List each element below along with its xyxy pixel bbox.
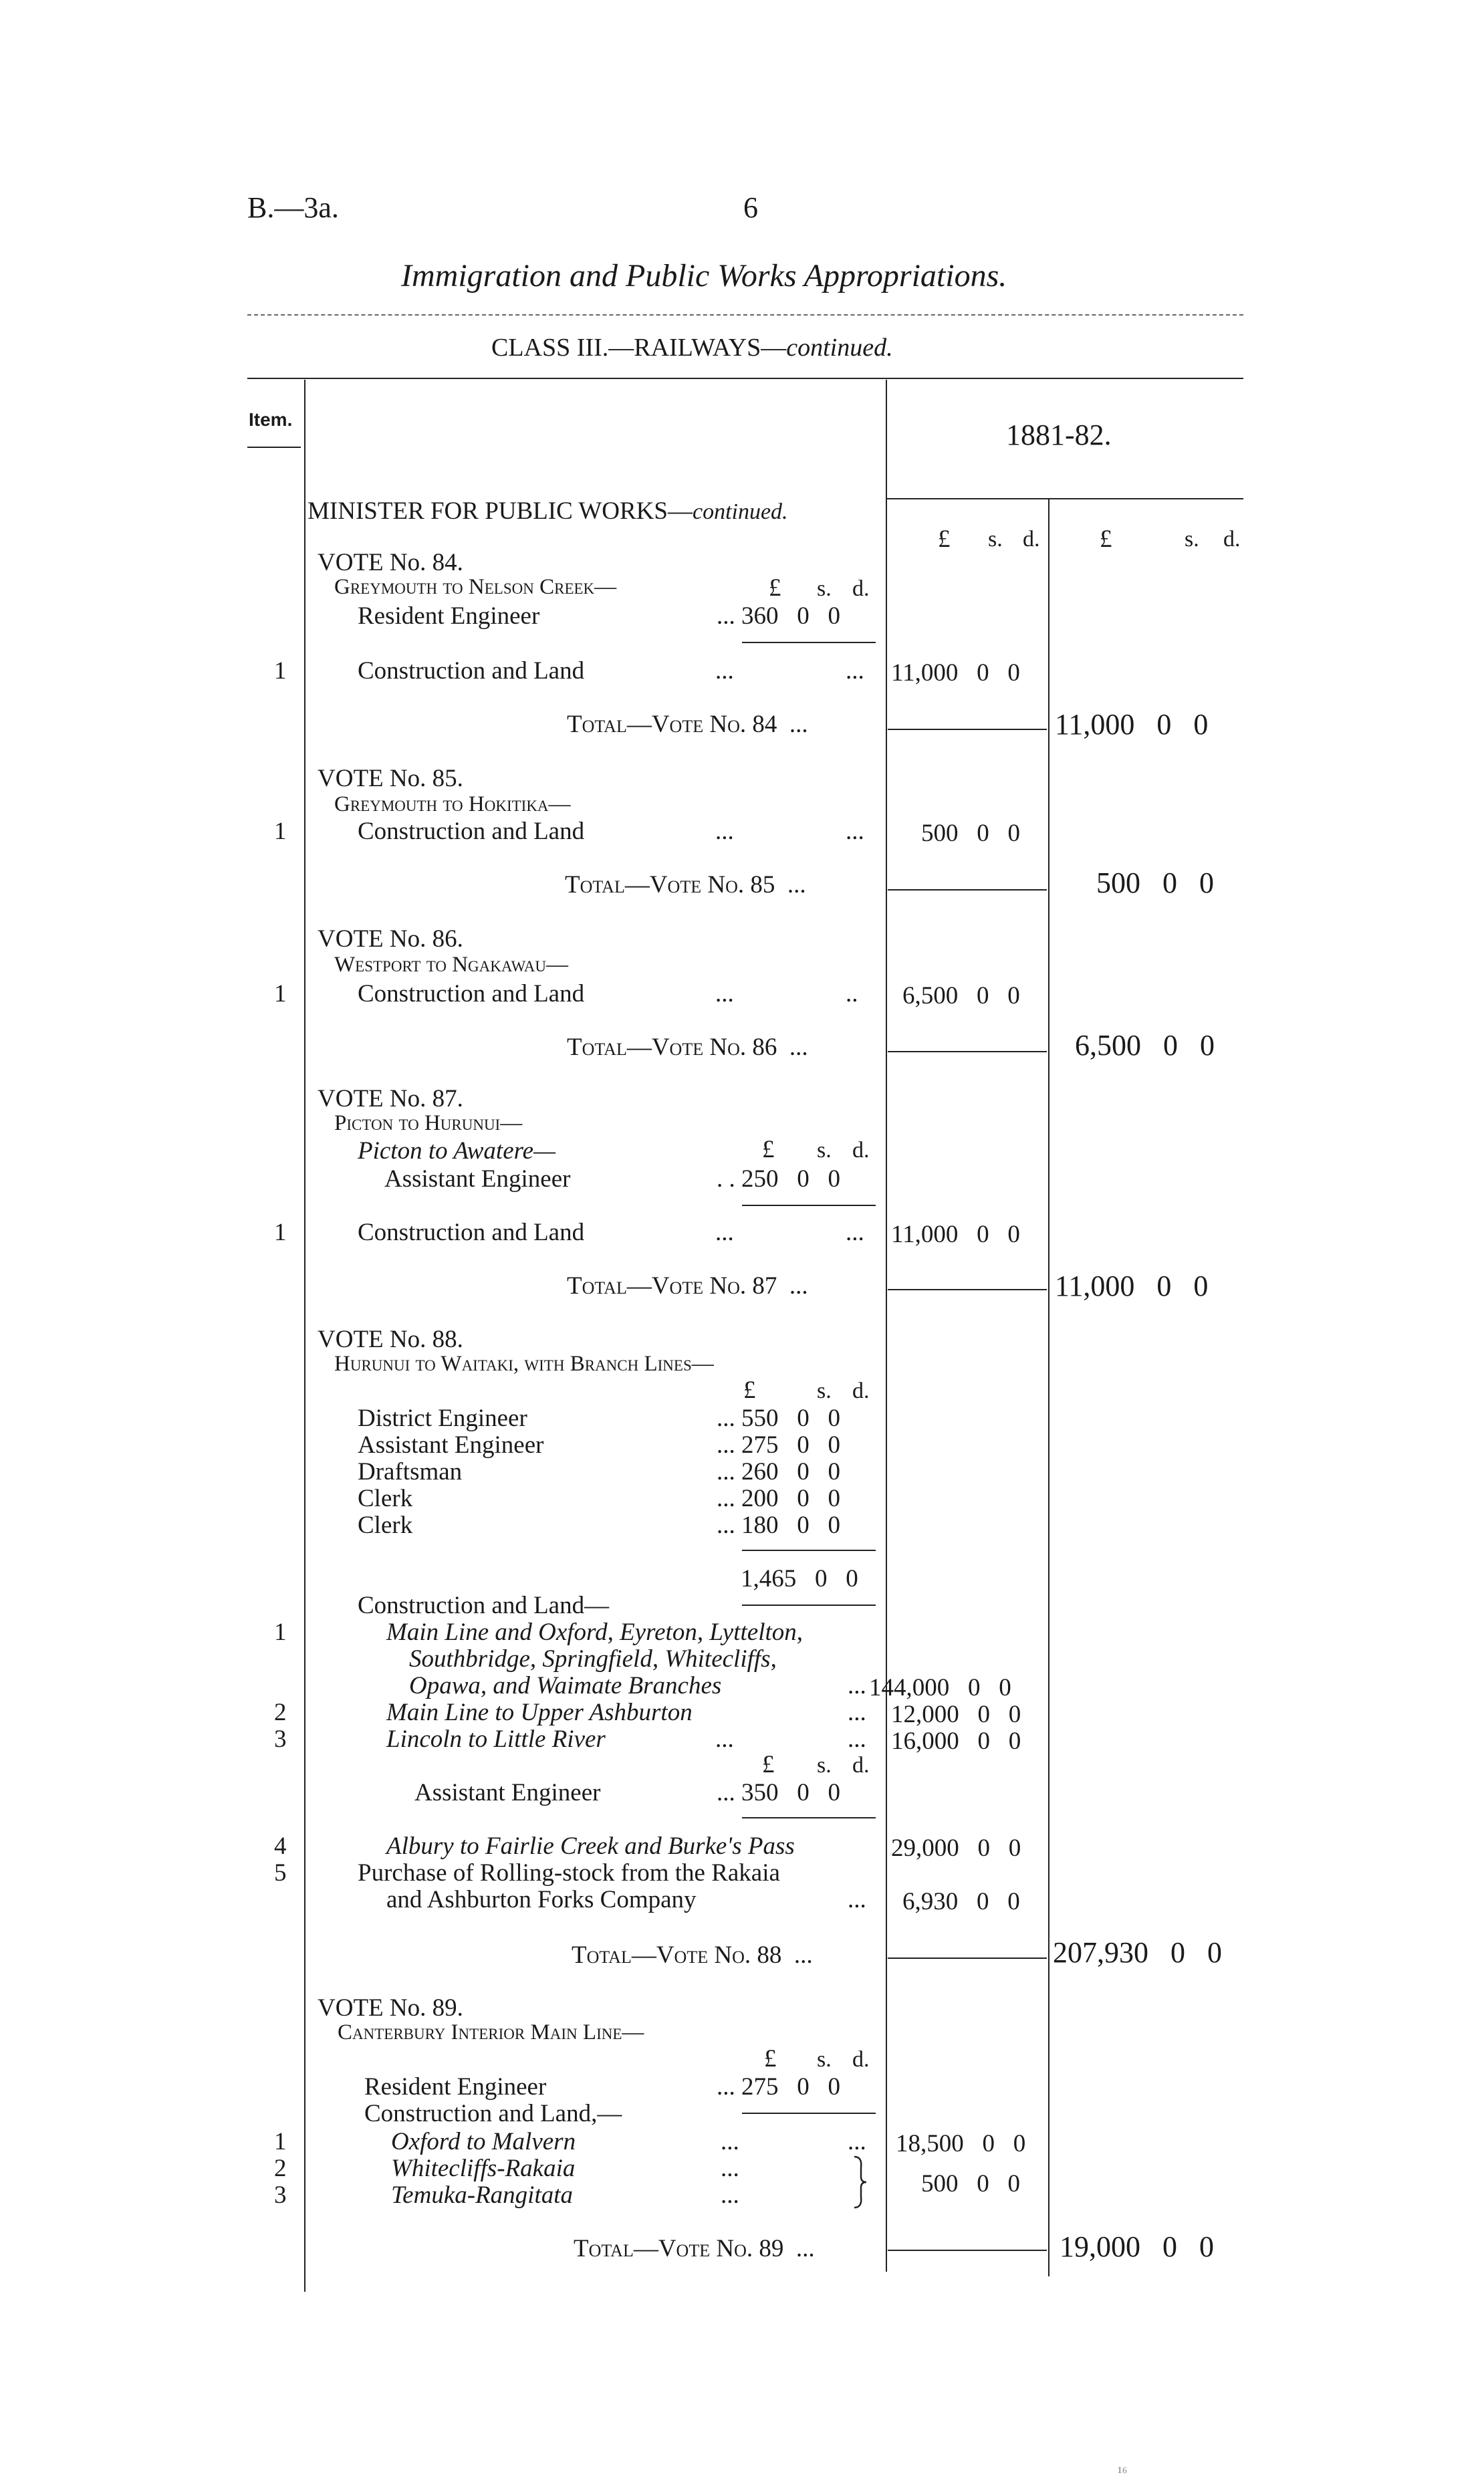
ministry-heading: MINISTER FOR PUBLIC WORKS—continued. [307, 497, 788, 525]
vote-84-line: Greymouth to Nelson Creek— [334, 575, 617, 599]
vote-85-total: 500 0 0 [1096, 866, 1214, 899]
vote-84-total-label: Total—Vote No. 84 ... [567, 711, 808, 738]
vote-89-total-rule [888, 2250, 1047, 2251]
vote-85-dots2: ... [846, 818, 864, 845]
col2-pounds-header: £ [1100, 525, 1112, 553]
vote-87-dots1: ... [715, 1219, 734, 1246]
vote-87-sub: Picton to Awatere— [358, 1137, 555, 1165]
vote-88-item4-num: 4 [274, 1832, 287, 1860]
vote-89-line: Canterbury Interior Main Line— [338, 2020, 644, 2044]
vote-88-item1-l3: Opawa, and Waimate Branches [409, 1672, 722, 1699]
vote-88-asst-rule [742, 1817, 876, 1818]
vote-89-item23-amount: 500 0 0 [921, 2170, 1020, 2198]
col2-pence-header: d. [1223, 527, 1241, 552]
vote-89-total-label: Total—Vote No. 89 ... [574, 2235, 815, 2262]
vote-88-staff-rule [742, 1550, 876, 1551]
staff-amount: ... 180 0 0 [717, 1512, 840, 1539]
vote-89-pound: £ [764, 2045, 777, 2072]
staff-amount: ... 200 0 0 [717, 1485, 840, 1512]
vote-89-item2-desc: Whitecliffs-Rakaia [391, 2155, 576, 2182]
vote-88-item2-amount: 12,000 0 0 [891, 1701, 1021, 1728]
item-column-divider [304, 380, 305, 2292]
vote-85-work: Construction and Land [358, 818, 585, 845]
vote-89-item1-amount: 18,500 0 0 [896, 2130, 1026, 2157]
vote-87-item-num: 1 [274, 1219, 287, 1246]
vote-85-heading: VOTE No. 85. [318, 765, 463, 792]
vote-88-item3-num: 3 [274, 1726, 287, 1753]
vote-89-staff-rule [742, 2113, 876, 2114]
staff-amount: ... 260 0 0 [717, 1458, 840, 1486]
staff-name: Clerk [358, 1512, 413, 1539]
vote-84-item-num: 1 [274, 657, 287, 685]
vote-89-item1-dots2: ... [848, 2128, 866, 2155]
vote-88-item4-amount: 29,000 0 0 [891, 1834, 1021, 1862]
vote-89-item2-num: 2 [274, 2155, 287, 2182]
vote-88-s: s. [817, 1379, 832, 1403]
vote-88-d: d. [852, 1379, 870, 1403]
vote-87-total-label: Total—Vote No. 87 ... [567, 1272, 808, 1300]
vote-89-total: 19,000 0 0 [1060, 2230, 1214, 2263]
vote-89-item2-dots: ... [721, 2155, 739, 2182]
vote-84-staff: Resident Engineer [358, 602, 540, 630]
paper-reference: B.—3a. [247, 191, 339, 224]
vote-88-total: 207,930 0 0 [1053, 1936, 1222, 1969]
vote-86-line: Westport to Ngakawau— [334, 953, 568, 977]
staff-name: District Engineer [358, 1405, 527, 1432]
vote-84-total-rule [888, 729, 1047, 730]
vote-89-item1-dots1: ... [721, 2128, 739, 2155]
vote-85-work-amount: 500 0 0 [921, 820, 1020, 847]
vote-88-item1-l1: Main Line and Oxford, Eyreton, Lyttelton, [386, 1619, 803, 1646]
vote-88-asst-pound: £ [762, 1751, 775, 1778]
amount-column-divider [1048, 498, 1049, 2276]
table-top-rule [247, 378, 1243, 379]
vote-86-heading: VOTE No. 86. [318, 925, 463, 953]
vote-88-item1-amount: 144,000 0 0 [869, 1674, 1011, 1701]
vote-84-heading: VOTE No. 84. [318, 549, 463, 576]
vote-88-item5-l2: and Ashburton Forks Company [386, 1886, 697, 1913]
vote-88-staff-total: 1,465 0 0 [741, 1565, 858, 1592]
vote-89-item3-num: 3 [274, 2181, 287, 2209]
vote-89-item3-desc: Temuka-Rangitata [391, 2181, 574, 2209]
vote-88-asst-d: d. [852, 1753, 870, 1778]
year-header-rule [886, 498, 1243, 499]
staff-amount: ... 275 0 0 [717, 1431, 840, 1459]
vote-89-d: d. [852, 2047, 870, 2072]
vote-86-total-rule [888, 1051, 1047, 1052]
vote-84-pound: £ [769, 574, 781, 602]
vote-84-work: Construction and Land [358, 657, 585, 685]
vote-87-work: Construction and Land [358, 1219, 585, 1246]
vote-87-pound: £ [762, 1136, 775, 1163]
vote-87-staff: Assistant Engineer [384, 1165, 571, 1193]
vote-86-item-num: 1 [274, 980, 287, 1008]
item-header: Item. [249, 409, 293, 430]
vote-84-total: 11,000 0 0 [1055, 708, 1209, 741]
vote-88-staff-total-rule [742, 1605, 876, 1606]
description-column-divider [886, 380, 887, 2272]
vote-89-staff: Resident Engineer [364, 2073, 547, 2101]
vote-85-item-num: 1 [274, 818, 287, 845]
vote-85-line: Greymouth to Hokitika— [334, 792, 571, 816]
vote-84-work-amount: 11,000 0 0 [891, 659, 1020, 687]
vote-84-d: d. [852, 576, 870, 601]
vote-88-item3-dots2: ... [848, 1726, 866, 1753]
vote-86-total-label: Total—Vote No. 86 ... [567, 1034, 808, 1061]
vote-87-total-rule [888, 1289, 1047, 1290]
class-heading: CLASS III.—RAILWAYS—continued. [491, 334, 893, 362]
vote-88-item5-num: 5 [274, 1859, 287, 1887]
vote-88-line: Hurunui to Waitaki, with Branch Lines— [334, 1352, 714, 1376]
title-rule [247, 314, 1243, 316]
col-pounds-header: £ [938, 525, 951, 553]
vote-86-total: 6,500 0 0 [1075, 1029, 1215, 1062]
vote-87-d: d. [852, 1138, 870, 1163]
vote-88-asst-s: s. [817, 1753, 832, 1778]
vote-88-cl-heading: Construction and Land— [358, 1592, 610, 1619]
vote-84-dots1: ... [715, 657, 734, 685]
page-number: 6 [743, 191, 758, 224]
vote-84-staff-rule [742, 642, 876, 643]
vote-89-item1-num: 1 [274, 2128, 287, 2155]
vote-88-total-label: Total—Vote No. 88 ... [572, 1941, 813, 1969]
vote-88-pound: £ [743, 1377, 756, 1404]
page-title: Immigration and Public Works Appropriations. [401, 258, 1007, 293]
vote-85-total-label: Total—Vote No. 85 ... [565, 871, 806, 899]
vote-88-item2-desc: Main Line to Upper Ashburton [386, 1699, 693, 1726]
col-pence-header: d. [1023, 527, 1040, 552]
staff-name: Clerk [358, 1485, 413, 1512]
vote-88-total-rule [888, 1958, 1047, 1959]
vote-87-total: 11,000 0 0 [1055, 1270, 1209, 1302]
vote-89-item3-dots: ... [721, 2181, 739, 2209]
vote-84-s: s. [817, 576, 832, 601]
vote-89-brace [850, 2154, 870, 2210]
vote-88-heading: VOTE No. 88. [318, 1326, 463, 1353]
vote-84-dots2: ... [846, 657, 864, 685]
vote-85-total-rule [888, 889, 1047, 891]
vote-88-item2-num: 2 [274, 1699, 287, 1726]
item-header-rule [247, 447, 301, 448]
vote-84-staff-amount: ... 360 0 0 [717, 602, 840, 630]
vote-86-work: Construction and Land [358, 980, 585, 1008]
staff-amount: ... 550 0 0 [717, 1405, 840, 1432]
vote-87-work-amount: 11,000 0 0 [891, 1221, 1020, 1248]
vote-88-item5-dots: ... [848, 1886, 866, 1913]
vote-88-asst-amount: ... 350 0 0 [717, 1779, 840, 1806]
vote-89-staff-amount: ... 275 0 0 [717, 2073, 840, 2101]
vote-88-item3-amount: 16,000 0 0 [891, 1728, 1021, 1755]
vote-88-item1-l2: Southbridge, Springfield, Whitecliffs, [409, 1645, 777, 1673]
vote-85-dots1: ... [715, 818, 734, 845]
vote-87-dots2: ... [846, 1219, 864, 1246]
vote-87-s: s. [817, 1138, 832, 1163]
vote-89-item1-desc: Oxford to Malvern [391, 2128, 576, 2155]
vote-86-dots1: ... [715, 980, 734, 1008]
col-shillings-header: s. [988, 527, 1003, 552]
vote-87-staff-amount: . . 250 0 0 [717, 1165, 840, 1193]
vote-86-work-amount: 6,500 0 0 [902, 982, 1020, 1010]
year-header: 1881-82. [1006, 419, 1112, 451]
vote-88-item3-desc: Lincoln to Little River [386, 1726, 606, 1753]
vote-87-staff-rule [742, 1205, 876, 1206]
vote-86-dots2: .. [846, 980, 858, 1008]
vote-88-item2-dots: ... [848, 1699, 866, 1726]
vote-89-heading: VOTE No. 89. [318, 1994, 463, 2022]
vote-88-item1-num: 1 [274, 1619, 287, 1646]
vote-87-line: Picton to Hurunui— [334, 1111, 523, 1135]
staff-name: Draftsman [358, 1458, 463, 1486]
vote-88-item3-dots1: ... [715, 1726, 734, 1753]
vote-88-asst: Assistant Engineer [414, 1779, 601, 1806]
vote-87-heading: VOTE No. 87. [318, 1085, 463, 1112]
vote-88-item5-l1: Purchase of Rolling-stock from the Rakaia [358, 1859, 780, 1887]
footer-mark: ¹⁶ [1118, 2464, 1128, 2480]
vote-88-item4-desc: Albury to Fairlie Creek and Burke's Pass [386, 1832, 795, 1860]
vote-88-item1-dots: ... [848, 1672, 866, 1699]
vote-89-s: s. [817, 2047, 832, 2072]
vote-88-item5-amount: 6,930 0 0 [902, 1888, 1020, 1915]
vote-89-cl-heading: Construction and Land,— [364, 2100, 622, 2127]
col2-shillings-header: s. [1185, 527, 1199, 552]
staff-name: Assistant Engineer [358, 1431, 544, 1459]
